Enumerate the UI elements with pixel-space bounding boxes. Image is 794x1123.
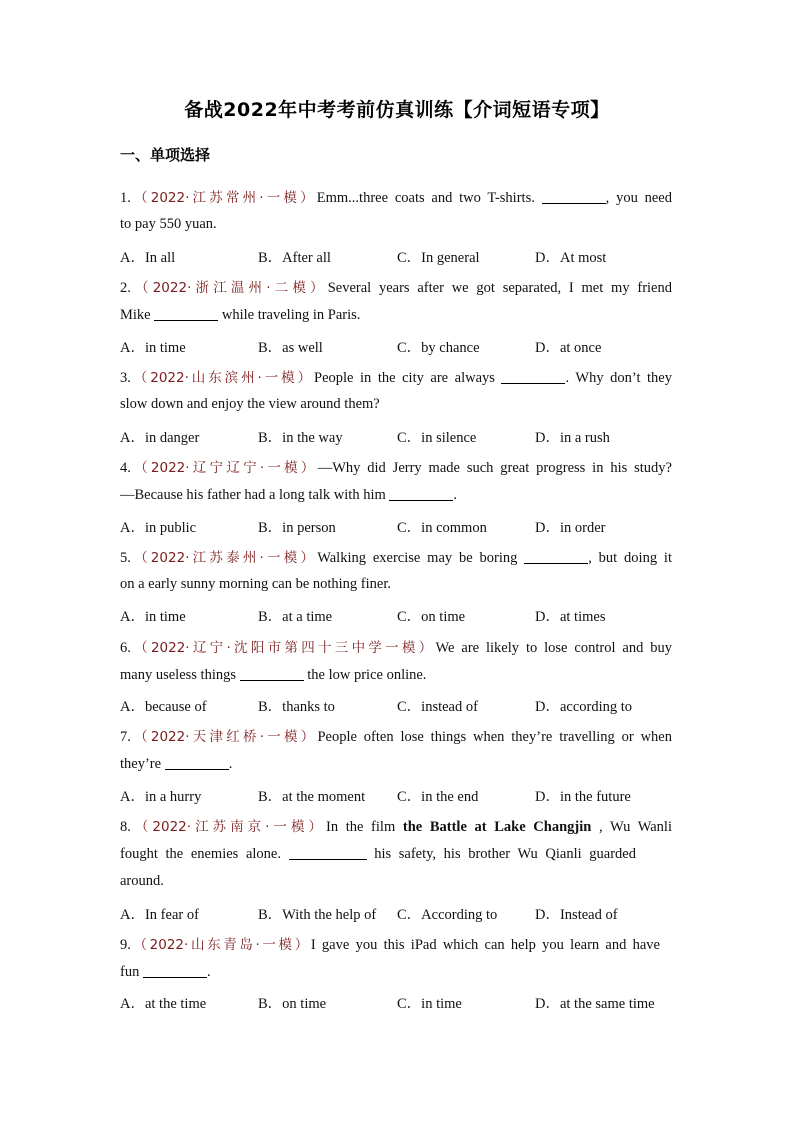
question-1: 1.（2022·江苏常州·一模）Emm...three coats and two T-shirts. , you need bbox=[120, 190, 672, 206]
option-a: A．in public bbox=[120, 520, 197, 536]
option-b: B．at the moment bbox=[258, 789, 366, 805]
document-title: 备战2022年中考考前仿真训练【介词短语专项】 bbox=[184, 99, 610, 121]
film-title: the Battle at Lake Changjin bbox=[402, 819, 592, 835]
answer-blank bbox=[524, 549, 588, 564]
answer-blank bbox=[154, 306, 218, 321]
option-a: A．because of bbox=[120, 699, 207, 715]
question-number: 8. bbox=[120, 819, 131, 835]
question-6: 6.（2022·辽宁·沈阳市第四十三中学一模）We are likely to lose control and buy bbox=[120, 640, 672, 656]
question-5-continuation: on a early sunny morning can be nothing finer. bbox=[120, 576, 392, 592]
option-a: A．at the time bbox=[120, 996, 207, 1012]
question-source: （2022·辽宁·沈阳市第四十三中学一模） bbox=[130, 640, 436, 656]
question-number: 7. bbox=[120, 729, 131, 745]
options-row-7 bbox=[120, 785, 680, 803]
answer-blank bbox=[289, 845, 367, 860]
question-number: 1. bbox=[120, 190, 131, 206]
answer-blank bbox=[143, 963, 207, 978]
option-a: A．In fear of bbox=[120, 907, 199, 923]
option-b: B．in the way bbox=[258, 430, 343, 446]
question-source: （2022·山东滨州·一模） bbox=[130, 370, 314, 386]
option-b: B．at a time bbox=[258, 609, 333, 625]
question-7: 7.（2022·天津红桥·一模）People often lose things when they’re travelling or when bbox=[120, 729, 672, 745]
options-row-9 bbox=[120, 992, 680, 1010]
options-row-5 bbox=[120, 605, 680, 623]
option-d: D．in a rush bbox=[535, 430, 610, 446]
option-b: B．on time bbox=[258, 996, 327, 1012]
question-source: （2022·辽宁辽宁·一模） bbox=[130, 460, 318, 476]
question-4-continuation: —Because his father had a long talk with him . bbox=[120, 487, 458, 503]
answer-blank bbox=[501, 369, 565, 384]
options-row-8 bbox=[120, 903, 680, 921]
option-d: D．Instead of bbox=[535, 907, 618, 923]
option-d: D．at once bbox=[535, 340, 602, 356]
answer-blank bbox=[542, 189, 606, 204]
question-source: （2022·天津红桥·一模） bbox=[130, 729, 318, 745]
option-d: D．in the future bbox=[535, 789, 631, 805]
question-source: （2022·江苏常州·一模） bbox=[130, 190, 317, 206]
option-b: B．as well bbox=[258, 340, 323, 356]
question-number: 3. bbox=[120, 370, 131, 386]
option-c: C．on time bbox=[397, 609, 466, 625]
option-c: C．in time bbox=[397, 996, 462, 1012]
question-4: 4.（2022·辽宁辽宁·一模）—Why did Jerry made such great progress in his study? bbox=[120, 460, 672, 476]
question-2-continuation: Mike while traveling in Paris. bbox=[120, 307, 361, 323]
option-d: D．at the same time bbox=[535, 996, 655, 1012]
question-number: 2. bbox=[120, 280, 131, 296]
question-source: （2022·浙江温州·二模） bbox=[130, 280, 328, 296]
options-row-3 bbox=[120, 426, 680, 444]
option-b: B．With the help of bbox=[258, 907, 377, 923]
option-c: C．In general bbox=[397, 250, 480, 266]
option-d: D．in order bbox=[535, 520, 606, 536]
question-number: 5. bbox=[120, 550, 131, 566]
option-b: B．in person bbox=[258, 520, 336, 536]
option-c: C．by chance bbox=[397, 340, 480, 356]
question-source: （2022·江苏南京·一模） bbox=[130, 819, 326, 835]
question-number: 9. bbox=[120, 937, 131, 953]
question-source: （2022·山东青岛·一模） bbox=[130, 937, 311, 953]
question-number: 4. bbox=[120, 460, 131, 476]
option-b: B．After all bbox=[258, 250, 331, 266]
option-d: D．At most bbox=[535, 250, 607, 266]
option-a: A．In all bbox=[120, 250, 176, 266]
question-1-continuation: to pay 550 yuan. bbox=[120, 216, 217, 232]
section-heading: 一、单项选择 bbox=[120, 146, 211, 164]
question-5: 5.（2022·江苏泰州·一模）Walking exercise may be boring , but doing it bbox=[120, 550, 672, 566]
option-b: B．thanks to bbox=[258, 699, 335, 715]
question-8: 8.（2022·江苏南京·一模）In the film the Battle at Lake Changjin , Wu Wanli bbox=[120, 819, 672, 835]
answer-blank bbox=[165, 755, 229, 770]
answer-blank bbox=[389, 486, 453, 501]
question-9-continuation: fun . bbox=[120, 964, 211, 980]
options-row-6 bbox=[120, 695, 680, 713]
option-c: C．According to bbox=[397, 907, 498, 923]
question-source: （2022·江苏泰州·一模） bbox=[130, 550, 318, 566]
answer-blank bbox=[240, 666, 304, 681]
option-c: C．in silence bbox=[397, 430, 477, 446]
option-c: C．in common bbox=[397, 520, 487, 536]
question-2: 2.（2022·浙江温州·二模）Several years after we got separated, I met my friend bbox=[120, 280, 672, 296]
option-d: D．according to bbox=[535, 699, 633, 715]
option-c: C．instead of bbox=[397, 699, 478, 715]
option-a: A．in time bbox=[120, 340, 186, 356]
options-row-1 bbox=[120, 246, 680, 264]
question-3: 3.（2022·山东滨州·一模）People in the city are always . Why don’t they bbox=[120, 370, 672, 386]
question-9: 9.（2022·山东青岛·一模）I gave you this iPad which can help you learn and have bbox=[120, 937, 660, 953]
option-a: A．in a hurry bbox=[120, 789, 202, 805]
question-8-continuation: fought the enemies alone. his safety, his brother Wu Qianli guarded bbox=[120, 846, 636, 862]
question-3-continuation: slow down and enjoy the view around them? bbox=[120, 396, 380, 412]
options-row-4 bbox=[120, 516, 680, 534]
question-number: 6. bbox=[120, 640, 131, 656]
question-8-continuation-2: around. bbox=[120, 873, 164, 889]
option-c: C．in the end bbox=[397, 789, 479, 805]
option-a: A．in time bbox=[120, 609, 186, 625]
question-6-continuation: many useless things the low price online. bbox=[120, 667, 427, 683]
option-d: D．at times bbox=[535, 609, 606, 625]
question-7-continuation: they’re . bbox=[120, 756, 233, 772]
option-a: A．in danger bbox=[120, 430, 200, 446]
options-row-2 bbox=[120, 336, 680, 354]
